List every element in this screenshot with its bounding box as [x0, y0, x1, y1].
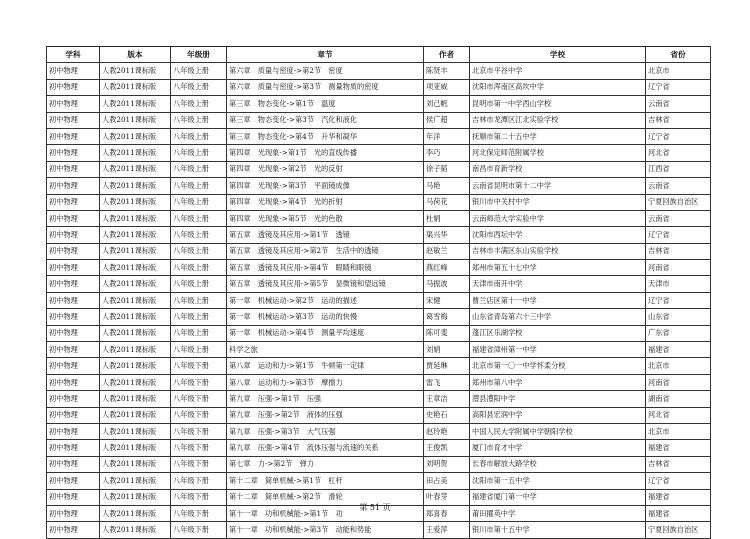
table-row [47, 260, 711, 276]
author-cell: 杜娟 [424, 210, 470, 226]
chapter-cell: 第十二章 简单机械->第1节 杠杆 [227, 473, 424, 489]
province-cell: 辽宁省 [646, 128, 711, 144]
chapter-cell: 第四章 光现象->第3节 平面镜成像 [227, 178, 424, 194]
table-row [47, 325, 711, 341]
school-cell: 山东省青岛第六十三中学 [470, 309, 646, 325]
edition-cell: 人教2011课标版 [100, 473, 171, 489]
table-row [47, 210, 711, 226]
chapter-cell: 第一章 机械运动->第4节 测量平均速度 [227, 325, 424, 341]
school-cell: 沈阳市西坛中学 [470, 227, 646, 243]
grade-volume-cell: 八年级下册 [171, 456, 227, 472]
edition-cell: 人教2011课标版 [100, 522, 171, 538]
chapter-cell: 第九章 压强->第2节 液体的压强 [227, 407, 424, 423]
school-cell: 北京市第一〇一中学怀柔分校 [470, 358, 646, 374]
school-cell: 北京市平谷中学 [470, 63, 646, 79]
edition-cell: 人教2011课标版 [100, 325, 171, 341]
author-cell: 渠兴华 [424, 227, 470, 243]
chapter-cell: 第七章 力->第2节 弹力 [227, 456, 424, 472]
school-cell: 厦门市育才中学 [470, 440, 646, 456]
chapter-cell: 第五章 透镜及其应用->第1节 透镜 [227, 227, 424, 243]
table-row [47, 63, 711, 79]
school-cell: 吉林市丰满区东山实验学校 [470, 243, 646, 259]
school-cell: 莆田擢英中学 [470, 505, 646, 521]
province-cell: 江西省 [646, 161, 711, 177]
school-cell: 昆明市第一中学西山学校 [470, 96, 646, 112]
chapter-cell: 第五章 透镜及其应用->第2节 生活中的透镜 [227, 243, 424, 259]
province-cell: 宁夏回族自治区 [646, 194, 711, 210]
author-cell: 陈贤丰 [424, 63, 470, 79]
edition-cell: 人教2011课标版 [100, 374, 171, 390]
province-cell: 福建省 [646, 489, 711, 505]
author-cell: 马艳 [424, 178, 470, 194]
province-cell: 福建省 [646, 440, 711, 456]
subject-cell: 初中物理 [47, 505, 100, 521]
grade-volume-cell: 八年级下册 [171, 440, 227, 456]
author-cell: 侯广超 [424, 112, 470, 128]
school-cell: 福建省厦门第一中学 [470, 489, 646, 505]
grade-volume-cell: 八年级下册 [171, 473, 227, 489]
author-cell: 田占美 [424, 473, 470, 489]
subject-cell: 初中物理 [47, 325, 100, 341]
school-cell: 天津市南开中学 [470, 276, 646, 292]
chapter-cell: 第十二章 简单机械->第2节 滑轮 [227, 489, 424, 505]
subject-cell: 初中物理 [47, 243, 100, 259]
records-table [46, 46, 711, 539]
chapter-cell: 第三章 物态变化->第4节 升华和凝华 [227, 128, 424, 144]
grade-volume-cell: 八年级上册 [171, 112, 227, 128]
subject-cell: 初中物理 [47, 210, 100, 226]
table-row [47, 423, 711, 439]
school-cell: 曹兰店区第十一中学 [470, 292, 646, 308]
grade-volume-cell: 八年级上册 [171, 161, 227, 177]
edition-cell: 人教2011课标版 [100, 210, 171, 226]
chapter-cell: 第三章 物态变化->第1节 温度 [227, 96, 424, 112]
grade-volume-cell: 八年级下册 [171, 489, 227, 505]
chapter-cell: 第五章 透镜及其应用->第4节 眼睛和眼镜 [227, 260, 424, 276]
edition-cell: 人教2011课标版 [100, 391, 171, 407]
edition-cell: 人教2011课标版 [100, 358, 171, 374]
author-cell: 刘明贺 [424, 456, 470, 472]
province-cell: 云南省 [646, 210, 711, 226]
header-grade-volume: 年级册 [171, 47, 227, 63]
grade-volume-cell: 八年级下册 [171, 505, 227, 521]
edition-cell: 人教2011课标版 [100, 309, 171, 325]
chapter-cell: 第八章 运动和力->第1节 牛顿第一定律 [227, 358, 424, 374]
school-cell: 高阳县宏润中学 [470, 407, 646, 423]
table-row [47, 178, 711, 194]
chapter-cell: 第一章 机械运动->第2节 运动的描述 [227, 292, 424, 308]
edition-cell: 人教2011课标版 [100, 63, 171, 79]
school-cell: 吉林市龙潭区江北实验学校 [470, 112, 646, 128]
table-row [47, 96, 711, 112]
province-cell: 河南省 [646, 374, 711, 390]
table-row [47, 522, 711, 538]
province-cell: 吉林省 [646, 456, 711, 472]
chapter-cell: 第四章 光现象->第2节 光的反射 [227, 161, 424, 177]
subject-cell: 初中物理 [47, 128, 100, 144]
header-school: 学校 [470, 47, 646, 63]
author-cell: 宋健 [424, 292, 470, 308]
table-row [47, 243, 711, 259]
grade-volume-cell: 八年级上册 [171, 96, 227, 112]
school-cell: 河北保定师范附属学校 [470, 145, 646, 161]
subject-cell: 初中物理 [47, 112, 100, 128]
table-row [47, 391, 711, 407]
school-cell: 抚顺市第二十五中学 [470, 128, 646, 144]
subject-cell: 初中物理 [47, 473, 100, 489]
subject-cell: 初中物理 [47, 96, 100, 112]
grade-volume-cell: 八年级下册 [171, 391, 227, 407]
author-cell: 王俊凯 [424, 440, 470, 456]
chapter-cell: 第九章 压强->第3节 大气压强 [227, 423, 424, 439]
province-cell: 辽宁省 [646, 473, 711, 489]
table-row [47, 358, 711, 374]
edition-cell: 人教2011课标版 [100, 79, 171, 95]
author-cell: 郑喜春 [424, 505, 470, 521]
author-cell: 年洋 [424, 128, 470, 144]
chapter-cell: 第三章 物态变化->第3节 汽化和液化 [227, 112, 424, 128]
author-cell: 叶春芽 [424, 489, 470, 505]
edition-cell: 人教2011课标版 [100, 342, 171, 358]
subject-cell: 初中物理 [47, 63, 100, 79]
grade-volume-cell: 八年级下册 [171, 423, 227, 439]
grade-volume-cell: 八年级上册 [171, 292, 227, 308]
school-cell: 沈阳市浑南区高坎中学 [470, 79, 646, 95]
grade-volume-cell: 八年级上册 [171, 325, 227, 341]
table-row [47, 473, 711, 489]
grade-volume-cell: 八年级上册 [171, 145, 227, 161]
school-cell: 郑州市第八中学 [470, 374, 646, 390]
table-row [47, 194, 711, 210]
table-row [47, 292, 711, 308]
subject-cell: 初中物理 [47, 161, 100, 177]
grade-volume-cell: 八年级上册 [171, 63, 227, 79]
edition-cell: 人教2011课标版 [100, 145, 171, 161]
subject-cell: 初中物理 [47, 194, 100, 210]
school-cell: 银川市中关村中学 [470, 194, 646, 210]
edition-cell: 人教2011课标版 [100, 489, 171, 505]
grade-volume-cell: 八年级上册 [171, 194, 227, 210]
edition-cell: 人教2011课标版 [100, 505, 171, 521]
subject-cell: 初中物理 [47, 342, 100, 358]
author-cell: 赵敏兰 [424, 243, 470, 259]
chapter-cell: 第六章 质量与密度->第2节 密度 [227, 63, 424, 79]
province-cell: 北京市 [646, 358, 711, 374]
province-cell: 河北省 [646, 407, 711, 423]
chapter-cell: 第十一章 功和机械能->第3节 动能和势能 [227, 522, 424, 538]
edition-cell: 人教2011课标版 [100, 96, 171, 112]
chapter-cell: 第一章 机械运动->第3节 运动的快慢 [227, 309, 424, 325]
author-cell: 李巧 [424, 145, 470, 161]
author-cell: 马振波 [424, 276, 470, 292]
province-cell: 福建省 [646, 505, 711, 521]
edition-cell: 人教2011课标版 [100, 423, 171, 439]
page-number: 第 51 页 [359, 503, 391, 512]
header-province: 省份 [646, 47, 711, 63]
subject-cell: 初中物理 [47, 440, 100, 456]
table-row [47, 112, 711, 128]
author-cell: 刘娟 [424, 342, 470, 358]
author-cell: 王章洁 [424, 391, 470, 407]
school-cell: 中国人民大学附属中学朝阳学校 [470, 423, 646, 439]
subject-cell: 初中物理 [47, 423, 100, 439]
grade-volume-cell: 八年级上册 [171, 227, 227, 243]
chapter-cell: 第九章 压强->第4节 流体压强与流速的关系 [227, 440, 424, 456]
table-row [47, 309, 711, 325]
subject-cell: 初中物理 [47, 276, 100, 292]
province-cell: 云南省 [646, 96, 711, 112]
edition-cell: 人教2011课标版 [100, 276, 171, 292]
chapter-cell: 第八章 运动和力->第3节 摩擦力 [227, 374, 424, 390]
edition-cell: 人教2011课标版 [100, 260, 171, 276]
school-cell: 银川市第十五中学 [470, 522, 646, 538]
author-cell: 刘己帆 [424, 96, 470, 112]
edition-cell: 人教2011课标版 [100, 227, 171, 243]
subject-cell: 初中物理 [47, 178, 100, 194]
author-cell: 雷飞 [424, 374, 470, 390]
subject-cell: 初中物理 [47, 260, 100, 276]
chapter-cell: 第十一章 功和机械能->第1节 功 [227, 505, 424, 521]
grade-volume-cell: 八年级上册 [171, 178, 227, 194]
province-cell: 辽宁省 [646, 227, 711, 243]
school-cell: 沈阳市第一五中学 [470, 473, 646, 489]
table-row [47, 407, 711, 423]
header-chapter: 章节 [227, 47, 424, 63]
chapter-cell: 第六章 质量与密度->第3节 测量物质的密度 [227, 79, 424, 95]
school-cell: 云南省昆明市第十二中学 [470, 178, 646, 194]
province-cell: 辽宁省 [646, 79, 711, 95]
province-cell: 山东省 [646, 309, 711, 325]
province-cell: 云南省 [646, 178, 711, 194]
chapter-cell: 科学之旅 [227, 342, 424, 358]
chapter-cell: 第五章 透镜及其应用->第5节 显微镜和望远镜 [227, 276, 424, 292]
table-row [47, 374, 711, 390]
header-subject: 学科 [47, 47, 100, 63]
table-body [47, 63, 711, 538]
subject-cell: 初中物理 [47, 374, 100, 390]
school-cell: 郑州市第五十七中学 [470, 260, 646, 276]
edition-cell: 人教2011课标版 [100, 243, 171, 259]
subject-cell: 初中物理 [47, 309, 100, 325]
edition-cell: 人教2011课标版 [100, 161, 171, 177]
grade-volume-cell: 八年级下册 [171, 522, 227, 538]
edition-cell: 人教2011课标版 [100, 194, 171, 210]
grade-volume-cell: 八年级上册 [171, 243, 227, 259]
province-cell: 北京市 [646, 423, 711, 439]
school-cell: 福建省漳州第一中学 [470, 342, 646, 358]
edition-cell: 人教2011课标版 [100, 407, 171, 423]
grade-volume-cell: 八年级下册 [171, 374, 227, 390]
grade-volume-cell: 八年级上册 [171, 79, 227, 95]
subject-cell: 初中物理 [47, 145, 100, 161]
school-cell: 蓬江区乐湖学校 [470, 325, 646, 341]
grade-volume-cell: 八年级上册 [171, 309, 227, 325]
province-cell: 辽宁省 [646, 292, 711, 308]
table-row [47, 79, 711, 95]
table-row [47, 456, 711, 472]
author-cell: 徐子韬 [424, 161, 470, 177]
school-cell: 南昌市育新学校 [470, 161, 646, 177]
table-row [47, 440, 711, 456]
author-cell: 贾延琳 [424, 358, 470, 374]
province-cell: 河南省 [646, 260, 711, 276]
edition-cell: 人教2011课标版 [100, 292, 171, 308]
table-row [47, 227, 711, 243]
table-row [47, 276, 711, 292]
author-cell: 王爱萍 [424, 522, 470, 538]
header-author: 作者 [424, 47, 470, 63]
province-cell: 福建省 [646, 342, 711, 358]
grade-volume-cell: 八年级下册 [171, 407, 227, 423]
author-cell: 葛雪梅 [424, 309, 470, 325]
edition-cell: 人教2011课标版 [100, 112, 171, 128]
chapter-cell: 第四章 光现象->第5节 光的色散 [227, 210, 424, 226]
author-cell: 燕红峰 [424, 260, 470, 276]
school-cell: 云南师范大学实验中学 [470, 210, 646, 226]
chapter-cell: 第四章 光现象->第4节 光的折射 [227, 194, 424, 210]
subject-cell: 初中物理 [47, 456, 100, 472]
province-cell: 吉林省 [646, 112, 711, 128]
grade-volume-cell: 八年级上册 [171, 210, 227, 226]
province-cell: 河北省 [646, 145, 711, 161]
edition-cell: 人教2011课标版 [100, 456, 171, 472]
grade-volume-cell: 八年级下册 [171, 358, 227, 374]
header-row [47, 47, 711, 63]
header-edition: 版本 [100, 47, 171, 63]
subject-cell: 初中物理 [47, 407, 100, 423]
subject-cell: 初中物理 [47, 522, 100, 538]
province-cell: 天津市 [646, 276, 711, 292]
province-cell: 广东省 [646, 325, 711, 341]
grade-volume-cell: 八年级上册 [171, 276, 227, 292]
author-cell: 赵玲艳 [424, 423, 470, 439]
subject-cell: 初中物理 [47, 489, 100, 505]
table-row [47, 342, 711, 358]
province-cell: 湖南省 [646, 391, 711, 407]
edition-cell: 人教2011课标版 [100, 440, 171, 456]
subject-cell: 初中物理 [47, 391, 100, 407]
subject-cell: 初中物理 [47, 227, 100, 243]
chapter-cell: 第四章 光现象->第1节 光的直线传播 [227, 145, 424, 161]
province-cell: 宁夏回族自治区 [646, 522, 711, 538]
grade-volume-cell: 八年级上册 [171, 128, 227, 144]
table-row [47, 145, 711, 161]
edition-cell: 人教2011课标版 [100, 178, 171, 194]
author-cell: 马荷花 [424, 194, 470, 210]
subject-cell: 初中物理 [47, 292, 100, 308]
province-cell: 吉林省 [646, 243, 711, 259]
grade-volume-cell: 八年级上册 [171, 342, 227, 358]
table-row [47, 161, 711, 177]
author-cell: 史艳石 [424, 407, 470, 423]
author-cell: 陈可斐 [424, 325, 470, 341]
chapter-cell: 第九章 压强->第1节 压强 [227, 391, 424, 407]
subject-cell: 初中物理 [47, 79, 100, 95]
author-cell: 项亚威 [424, 79, 470, 95]
school-cell: 长春市解放大路学校 [470, 456, 646, 472]
province-cell: 北京市 [646, 63, 711, 79]
school-cell: 澧县澧阳中学 [470, 391, 646, 407]
table-row [47, 128, 711, 144]
edition-cell: 人教2011课标版 [100, 128, 171, 144]
grade-volume-cell: 八年级上册 [171, 260, 227, 276]
subject-cell: 初中物理 [47, 358, 100, 374]
